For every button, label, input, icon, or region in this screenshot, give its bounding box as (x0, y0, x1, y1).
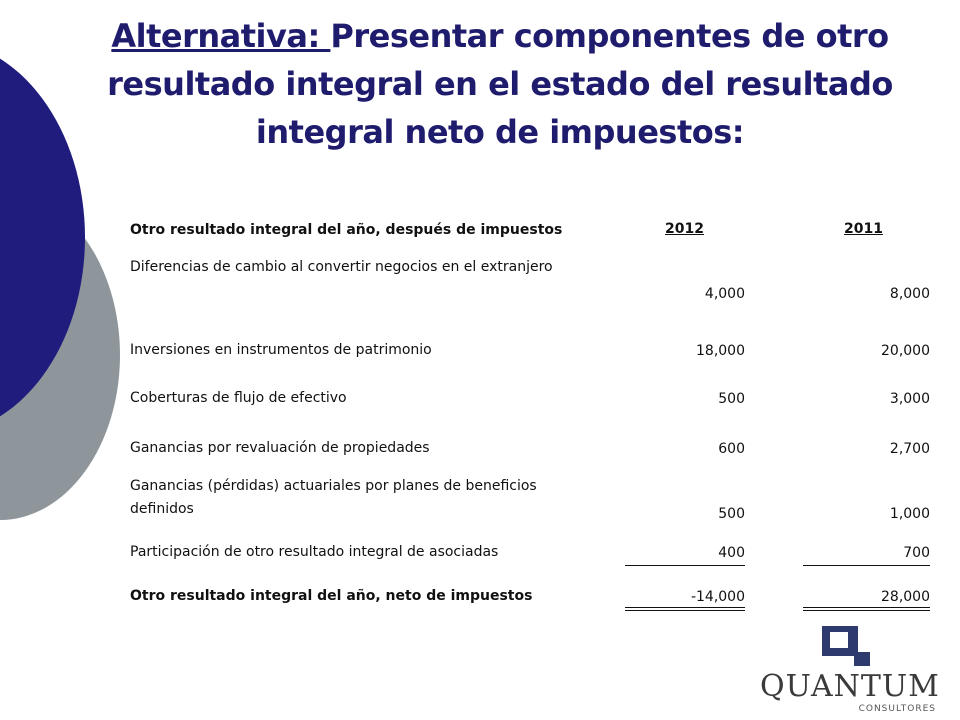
total-double-underline-2012 (625, 607, 745, 611)
subtotal-underline-2012 (625, 565, 745, 566)
total-value-2012: -14,000 (690, 589, 745, 605)
total-double-underline-2011 (803, 607, 930, 611)
header-year-2012: 2012 (665, 221, 704, 237)
row-label: Diferencias de cambio al convertir negocios en el extranjero (130, 259, 553, 275)
subtotal-underline-2011 (803, 565, 930, 566)
row-value-2012: 600 (718, 441, 745, 457)
logo-subtitle: CONSULTORES (858, 704, 936, 714)
row-value-2011: 20,000 (881, 343, 930, 359)
header-label: Otro resultado integral del año, después de impuestos (130, 222, 563, 238)
row-label: Ganancias por revaluación de propiedades (130, 440, 430, 456)
title-rest: Presentar componentes de otro resultado integral en el estado del resultado integral neto de impuestos: (107, 17, 893, 151)
row-value-2012: 500 (718, 391, 745, 407)
total-value-2011: 28,000 (881, 589, 930, 605)
row-value-2012: 400 (718, 545, 745, 561)
row-value-2011: 1,000 (889, 506, 930, 522)
logo-mark-icon (822, 626, 870, 666)
quantum-logo (752, 622, 940, 720)
row-value-2011: 2,700 (889, 441, 930, 457)
row-value-2011: 8,000 (889, 286, 930, 302)
row-value-2012: 18,000 (696, 343, 745, 359)
header-year-2011: 2011 (844, 221, 883, 237)
total-label: Otro resultado integral del año, neto de impuestos (130, 588, 533, 604)
row-value-2011: 700 (903, 545, 930, 561)
row-value-2012: 4,000 (704, 286, 745, 302)
logo-name: QUANTUM (760, 669, 940, 704)
title-prefix: Alternativa: (111, 17, 331, 55)
row-label: Inversiones en instrumentos de patrimonio (130, 342, 432, 358)
row-label: Ganancias (pérdidas) actuariales por planes de beneficios definidos (130, 478, 537, 517)
row-label: Coberturas de flujo de efectivo (130, 390, 347, 406)
row-value-2012: 500 (718, 506, 745, 522)
row-value-2011: 3,000 (889, 391, 930, 407)
row-label: Participación de otro resultado integral de asociadas (130, 544, 499, 560)
